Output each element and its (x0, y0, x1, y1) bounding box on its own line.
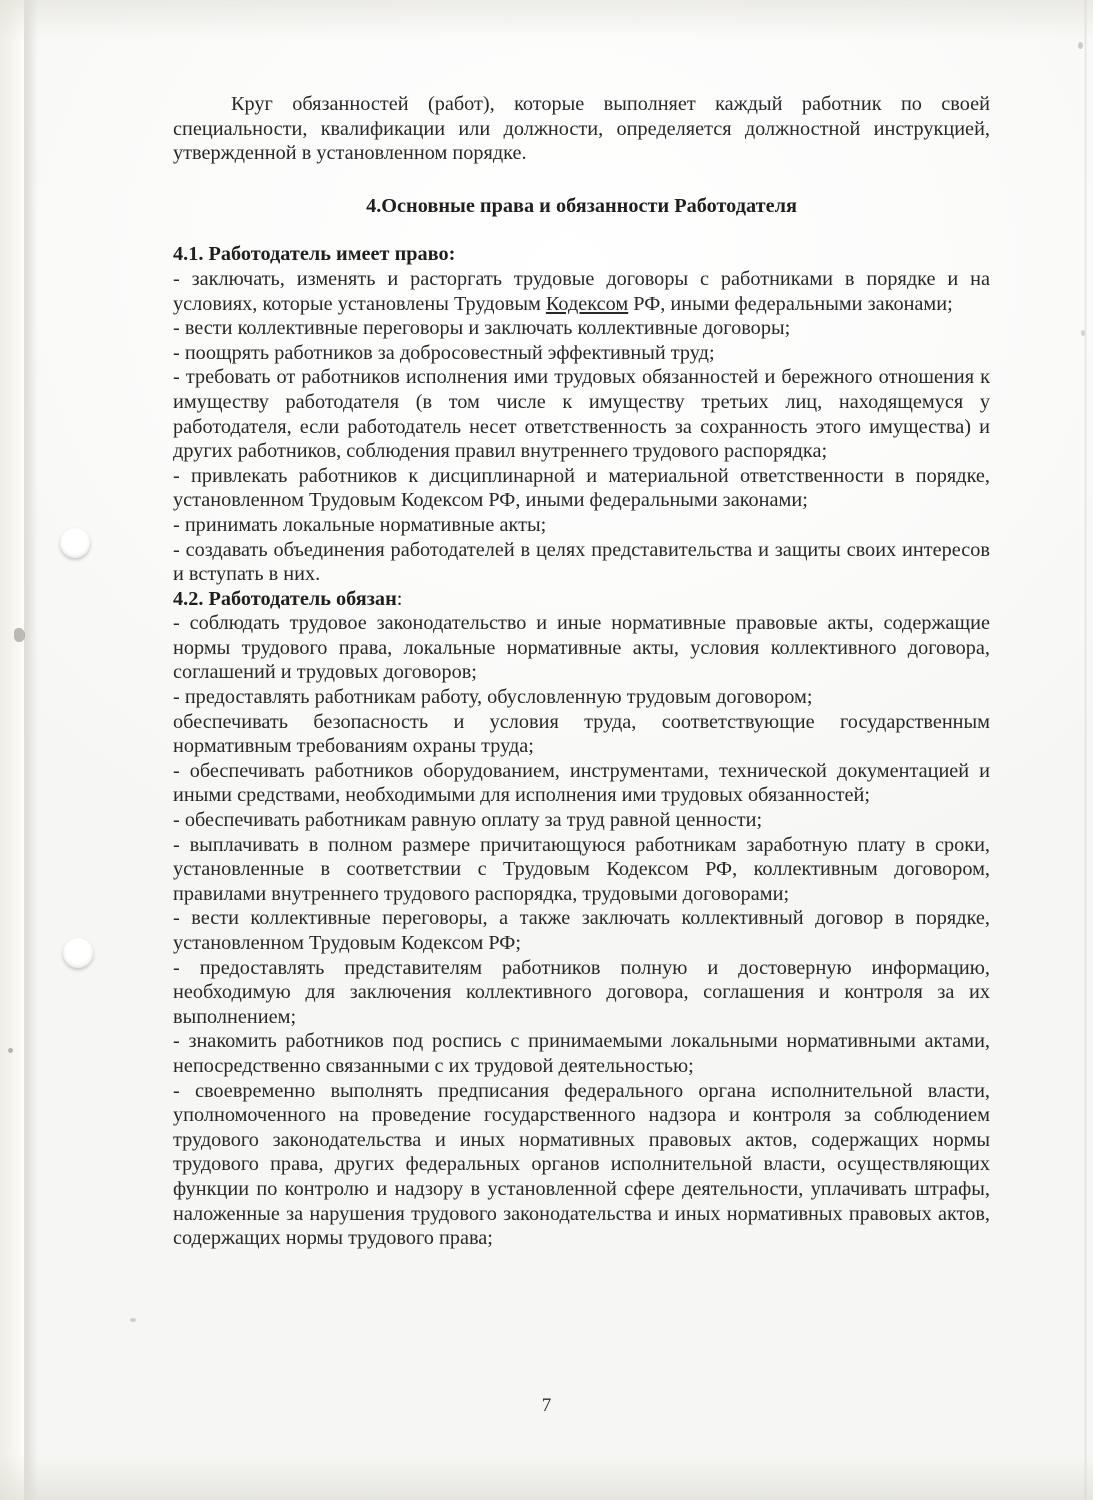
underlined-term-kodeksom: Кодексом (545, 292, 629, 315)
right-edge-line (1084, 0, 1087, 1500)
clause-item: - предоставлять представителям работников полную и достоверную информацию, необходимую для заключения коллективного договора, соглашения и контроля за их выполнением; (173, 956, 990, 1028)
clause-text-after: РФ, иными федеральными законами; (628, 292, 953, 315)
clause-item: - знакомить работников под роспись с принимаемыми локальными нормативными актами, непосредственно связанными с их трудовой деятельностью; (173, 1030, 990, 1077)
clause-item (173, 267, 990, 316)
page-number: 7 (541, 1395, 552, 1416)
clause-item: - привлекать работников к дисциплинарной и материальной ответственности в порядке, установленном Трудовым Кодексом РФ, иными федеральными законами; (173, 464, 990, 512)
document-text-column (173, 92, 990, 1251)
subheading-4-2-colon: : (396, 587, 403, 610)
clause-item: обеспечивать безопасность и условия труда, соответствующие государственным нормативным требованиям охраны труда; (173, 710, 990, 758)
clause-item: - выплачивать в полном размере причитающуюся работникам заработную плату в сроки, установленные в соответствии с Трудовым Кодексом РФ, коллективным договором, правилами внутреннего трудового распорядка, трудовыми договорами; (173, 833, 990, 905)
top-edge-shadow (0, 0, 1093, 40)
clause-item: - поощрять работников за добросовестный эффективный труд; (173, 341, 715, 364)
clause-item: - обеспечивать работникам равную оплату за труд равной ценности; (173, 809, 763, 832)
clause-text-before: - заключать, изменять и расторгать трудовые договоры с работниками в порядке и на условиях, которые установлены Трудовым (173, 267, 990, 315)
clause-item: - создавать объединения работодателей в целях представительства и защиты своих интересов и вступать в них. (173, 538, 990, 586)
clause-item: - своевременно выполнять предписания федерального органа исполнительной власти, уполномоченного на проведение государственного надзора и контроля за соблюдением трудового законодательства и иных нормативных правовых актов, содержащих нормы трудового права, других федеральных органов исполнительной власти, осуществляющих функции по контролю и надзору в установленной сфере деятельности, уплачивать штрафы, наложенные за нарушения трудового законодательства и иных нормативных правовых актов, содержащих нормы трудового права; (173, 1079, 990, 1250)
scan-speck (1078, 42, 1083, 49)
left-paper-edge-band (0, 0, 26, 1500)
clause-item: - вести коллективные переговоры и заключать коллективные договоры; (173, 317, 791, 340)
clause-item: - вести коллективные переговоры, а также заключать коллективный договор в порядке, установленном Трудовым Кодексом РФ; (173, 907, 990, 954)
scan-speck (14, 628, 25, 642)
hole-punch-icon-bottom (63, 938, 93, 968)
bottom-edge-shadow (0, 1454, 1093, 1500)
hole-punch-icon-top (60, 528, 90, 558)
intro-paragraph: Круг обязанностей (работ), которые выполняет каждый работник по своей специальности, квалификации или должности, определяется должностной инструкцией, утвержденной в установленном порядке. (173, 93, 990, 165)
subheading-4-2 (173, 587, 990, 612)
clause-item: - обеспечивать работников оборудованием, инструментами, технической документацией и иными средствами, необходимыми для исполнения ими трудовых обязанностей; (173, 759, 990, 807)
spacer (173, 166, 990, 194)
spacer (173, 218, 990, 242)
clause-item: - требовать от работников исполнения ими трудовых обязанностей и бережного отношения к имуществу работодателя (в том числе к имуществу третьих лиц, находящемуся у работодателя, если работодатель несет ответственность за сохранность этого имущества) и других работников, соблюдения правил внутреннего трудового распорядка; (173, 366, 990, 463)
subheading-4-2-label: 4.2. Работодатель обязан (173, 587, 397, 610)
clause-item: - соблюдать трудовое законодательство и иные нормативные правовые акты, содержащие нормы трудового права, локальные нормативные акты, условия коллективного договора, соглашений и трудовых договоров; (173, 612, 990, 684)
left-edge-shadow (24, 0, 38, 1500)
clause-item: - предоставлять работникам работу, обусловленную трудовым договором; (173, 686, 813, 709)
subheading-4-1: 4.1. Работодатель имеет право: (173, 243, 456, 266)
section-heading-4: 4.Основные права и обязанности Работодателя (366, 194, 797, 217)
scan-speck (130, 1318, 136, 1322)
clause-item: - принимать локальные нормативные акты; (173, 513, 547, 536)
scan-speck (8, 1048, 13, 1053)
scan-speck (1081, 330, 1085, 336)
